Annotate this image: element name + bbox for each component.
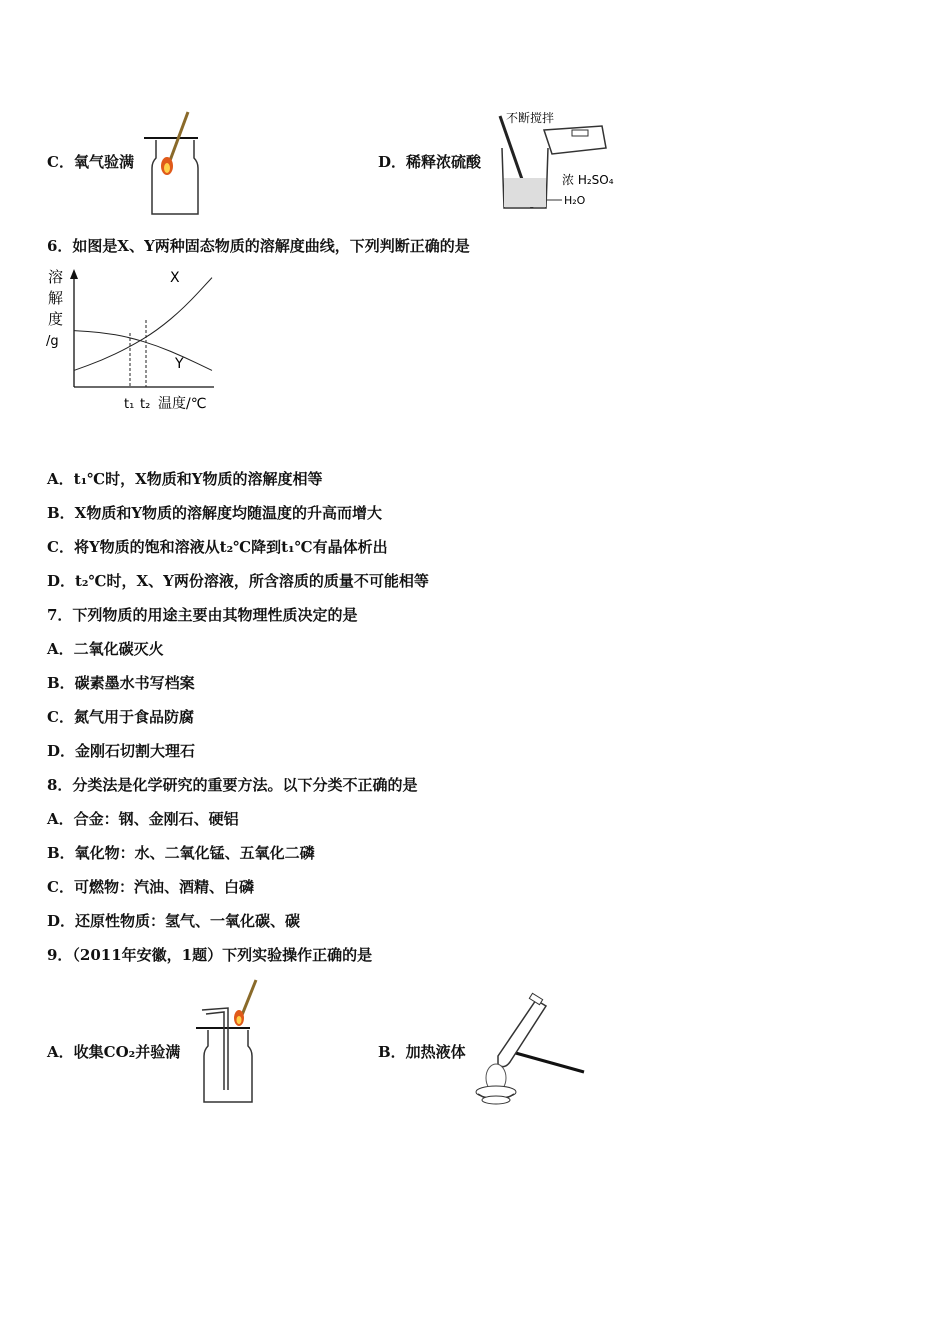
q6-option-b: B．X物质和Y物质的溶解度均随温度的升高而增大 <box>47 504 383 522</box>
q5-option-d: D．稀释浓硫酸 <box>378 153 482 171</box>
series-x-label: X <box>170 270 180 286</box>
q6-option-a: A．t₁℃时，X物质和Y物质的溶解度相等 <box>47 470 323 488</box>
ylabel-char-1: 溶 <box>48 268 64 286</box>
q8-option-b: B．氧化物：水、二氧化锰、五氧化二磷 <box>47 844 315 862</box>
q6-option-d: D．t₂℃时，X、Y两份溶液，所含溶质的质量不可能相等 <box>47 572 429 590</box>
q8-option-a: A．合金：钢、金刚石、硬铝 <box>47 810 239 828</box>
dilute-acid-figure <box>492 108 622 214</box>
delivery-tube-icon <box>206 1012 224 1090</box>
t2-tick-label: t₂ <box>140 397 151 412</box>
q6-option-c: C．将Y物质的饱和溶液从t₂℃降到t₁℃有晶体析出 <box>47 538 388 556</box>
q5-option-c: C．氧气验满 <box>47 153 134 171</box>
ylabel-char-4: /g <box>46 334 59 349</box>
oxygen-test-figure <box>140 108 206 220</box>
q9-option-b: B．加热液体 <box>378 1043 466 1061</box>
q8-option-c: C．可燃物：汽油、酒精、白磷 <box>47 878 254 896</box>
water-label: H₂O <box>564 194 586 207</box>
series-y-label: Y <box>175 356 184 372</box>
test-tube-holder-icon <box>512 1052 584 1072</box>
stir-label: 不断搅拌 <box>506 111 555 125</box>
ylabel-char-2: 解 <box>48 289 64 307</box>
t1-tick-label: t₁ <box>124 397 135 412</box>
q8-stem: 8．分类法是化学研究的重要方法。以下分类不正确的是 <box>47 776 418 794</box>
series-y-line <box>74 331 212 371</box>
heat-liquid-figure <box>472 990 592 1108</box>
q7-option-c: C．氮气用于食品防腐 <box>47 708 194 726</box>
ylabel-char-3: 度 <box>48 310 64 328</box>
q7-stem: 7．下列物质的用途主要由其物理性质决定的是 <box>47 606 358 624</box>
co2-collect-figure <box>190 978 270 1108</box>
q9-stem: 9．（2011年安徽，1题）下列实验操作正确的是 <box>47 946 373 964</box>
series-x-line <box>74 278 212 371</box>
q7-option-a: A．二氧化碳灭火 <box>47 640 164 658</box>
q7-option-b: B．碳素墨水书写档案 <box>47 674 195 692</box>
q7-option-d: D．金刚石切割大理石 <box>47 742 196 760</box>
acid-label: 浓 H₂SO₄ <box>562 173 614 187</box>
q8-option-d: D．还原性物质：氢气、一氧化碳、碳 <box>47 912 301 930</box>
y-axis-arrow-icon <box>70 269 78 279</box>
test-tube-icon <box>498 1000 546 1067</box>
x-axis-label: 温度/℃ <box>158 396 207 412</box>
q9-option-a: A．收集CO₂并验满 <box>47 1043 181 1061</box>
q6-stem: 6．如图是X、Y两种固态物质的溶解度曲线，下列判断正确的是 <box>47 237 470 255</box>
solubility-chart <box>44 265 224 417</box>
